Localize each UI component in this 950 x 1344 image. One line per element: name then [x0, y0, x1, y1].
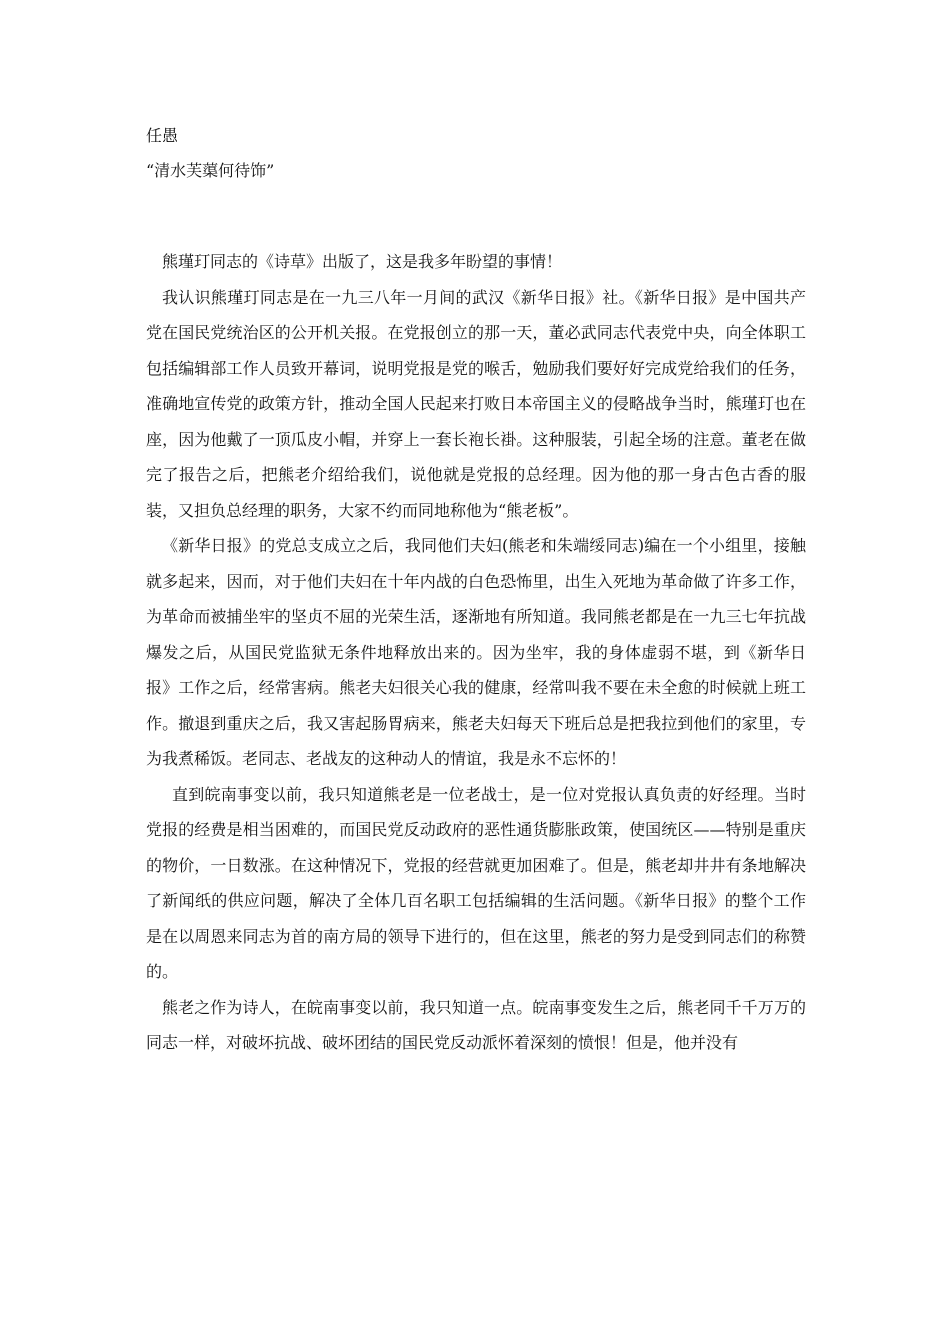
- body-paragraph: 熊老之作为诗人，在皖南事变以前，我只知道一点。皖南事变发生之后，熊老同千千万万的同志一样，对破坏抗战、破坏团结的国民党反动派怀着深刻的愤恨！但是，他并没有: [146, 997, 806, 1052]
- body-paragraph: 直到皖南事变以前，我只知道熊老是一位老战士，是一位对党报认真负责的好经理。当时党报的经费是相当困难的，而国民党反动政府的恶性通货膨胀政策，使国统区——特别是重庆的物价，一日数涨。在这种情况下，党报的经营就更加困难了。但是，熊老却井井有条地解决了新闻纸的供应问题，解决了全体几百名职工包括编辑的生活问题。《新华日报》的整个工作是在以周恩来同志为首的南方局的领导下进行的，但在这里，熊老的努力是受到同志们的称赞的。: [146, 784, 806, 981]
- article-subtitle: “清水芙蕖何待饰”: [146, 161, 275, 180]
- author-name: 任愚: [146, 126, 179, 145]
- body-paragraph: 《新华日报》的党总支成立之后，我同他们夫妇(熊老和朱端绥同志)编在一个小组里，接触就多起来，因而，对于他们夫妇在十年内战的白色恐怖里，出生入死地为革命做了许多工作，为革命而被捕坐牢的坚贞不屈的光荣生活，逐渐地有所知道。我同熊老都是在一九三七年抗战爆发之后，从国民党监狱无条件地释放出来的。因为坐牢，我的身体虚弱不堪，到《新华日报》工作之后，经常害病。熊老夫妇很关心我的健康，经常叫我不要在未全愈的时候就上班工作。撤退到重庆之后，我又害起肠胃病来，熊老夫妇每天下班后总是把我拉到他们的家里，专为我煮稀饭。老同志、老战友的这种动人的情谊，我是永不忘怀的！: [146, 536, 806, 768]
- body-paragraph: 熊瑾玎同志的《诗草》出版了，这是我多年盼望的事情！: [162, 252, 563, 271]
- article-body: [146, 244, 806, 1061]
- body-paragraph: 我认识熊瑾玎同志是在一九三八年一月间的武汉《新华日报》社。《新华日报》是中国共产党在国民党统治区的公开机关报。在党报创立的那一天，董必武同志代表党中央，向全体职工包括编辑部工作人员致开幕词，说明党报是党的喉舌，勉励我们要好好完成党给我们的任务，准确地宣传党的政策方针，推动全国人民起来打败日本帝国主义的侵略战争当时，熊瑾玎也在座，因为他戴了一顶瓜皮小帽，并穿上一套长袍长褂。这种服装，引起全场的注意。董老在做完了报告之后，把熊老介绍给我们，说他就是党报的总经理。因为他的那一身古色古香的服装，又担负总经理的职务，大家不约而同地称他为“熊老板”。: [146, 287, 806, 520]
